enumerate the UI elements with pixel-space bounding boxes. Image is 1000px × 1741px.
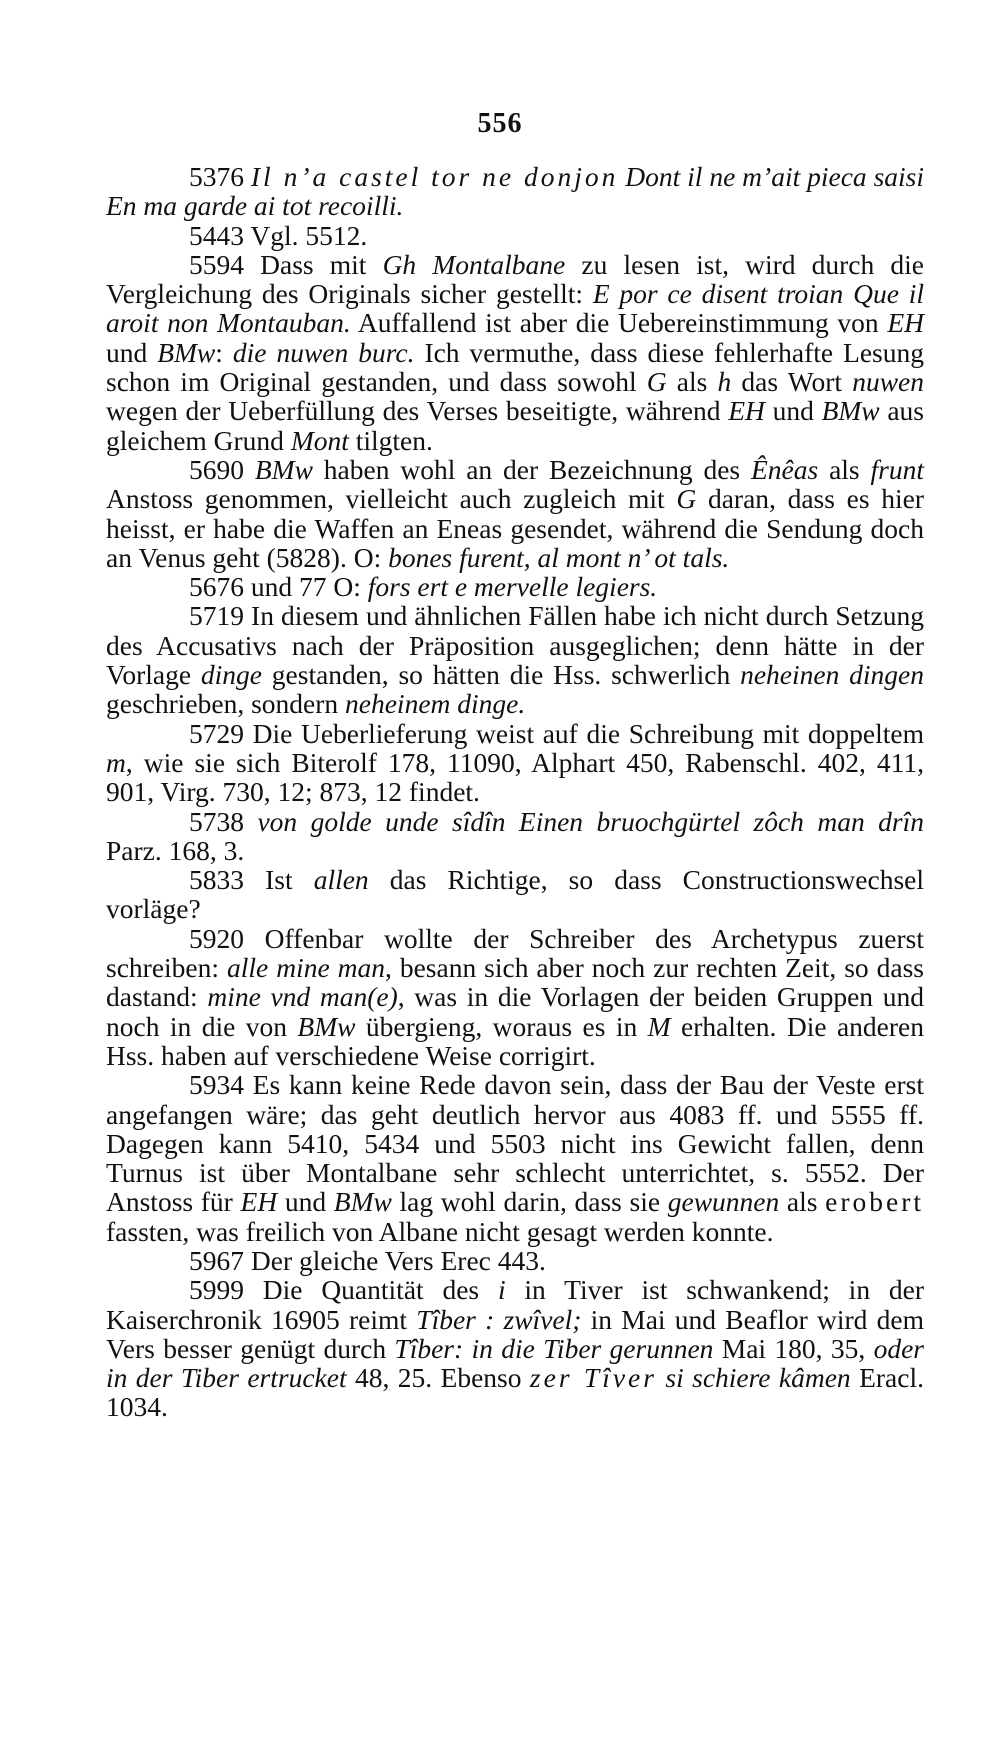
text-run: 5690: [189, 453, 255, 485]
text-run: 5934 Es kann keine Rede davon sein, dass der Bau der Veste erst angefangen wäre; das geht deutlich hervor aus 4083 ff. und 5555 ff. Dagegen kann 5410, 5434 und 5503 nicht ins Gewicht fallen, denn Turnus ist über Montalbane sehr schlecht unterrichtet, s. 5552. Der Anstoss für: [106, 1069, 924, 1218]
text-run: , was in die Vorlagen der beiden Gruppen und noch in die von: [106, 981, 924, 1042]
text-run: erobert: [825, 1186, 925, 1218]
italic-run: allen: [313, 864, 369, 896]
text-run: wegen der Ueberfüllung des Verses beseitigte, während: [106, 395, 729, 427]
note-5719: [106, 601, 924, 718]
note-5738: [106, 807, 924, 866]
italic-run: Gh Montalbane: [382, 248, 566, 280]
text-run: in Tiver ist schwankend; in der Kaiserchronik 16905 reimt: [106, 1274, 924, 1335]
italic-run: E por ce disent troian Que il aroit non Montauban.: [106, 278, 924, 339]
text-run: 5729 Die Ueberlieferung weist auf die Schreibung mit doppeltem: [189, 717, 924, 749]
italic-run: neheinen dingen: [740, 659, 924, 691]
italic-run: BMw: [821, 395, 880, 427]
text-run: aus gleichem Grund: [106, 395, 924, 456]
italic-run: Ênêas: [751, 453, 819, 485]
italic-run: BMw: [333, 1186, 392, 1218]
italic-run: EH: [728, 395, 765, 427]
text-run: 5920 Offenbar wollte der Schreiber des Archetypus zuerst schreiben:: [106, 922, 924, 984]
text-run: und: [764, 395, 822, 427]
text-run: gestanden, so hätten die Hss. schwerlich: [261, 659, 741, 691]
text-run: das Richtige, so dass Constructionswechsel vorläge?: [106, 864, 925, 925]
text-run: , wie sie sich Biterolf 178, 11090, Alphart 450, Rabenschl. 402, 411, 901, Virg. 730, 12; 873, 12 findet.: [106, 746, 924, 808]
text-run: , besann sich aber noch zur rechten Zeit, so dass dastand:: [106, 952, 925, 1013]
text-run: tilgten.: [348, 424, 433, 456]
text-run: 5594 Dass mit: [189, 248, 383, 280]
italic-run: zer Tîver: [529, 1362, 657, 1394]
text-run: als: [666, 366, 718, 398]
text-run: als: [818, 453, 871, 485]
italic-run: G: [676, 483, 697, 515]
italic-run: oder in der Tiber ertrucket: [106, 1332, 924, 1394]
note-5676: [106, 572, 924, 601]
text-run: fassten, was freilich von Albane nicht gesagt werden konnte.: [106, 1215, 774, 1247]
italic-run: si schiere kâmen: [665, 1362, 851, 1394]
text-run: lag wohl darin, dass sie: [391, 1186, 668, 1218]
italic-run: Mont: [290, 424, 349, 456]
italic-run: Dont il ne m’ait pieca saisi En ma garde ai tot recoilli.: [106, 161, 924, 222]
note-5999: [106, 1275, 924, 1421]
note-5833: [106, 865, 924, 924]
text-run: übergieng, woraus es in: [355, 1010, 648, 1042]
italic-run: EH: [887, 307, 924, 339]
note-5934: [106, 1070, 924, 1246]
text-run: 5833 Ist: [189, 864, 314, 896]
italic-run: EH: [240, 1186, 278, 1218]
italic-run: alle mine man: [226, 952, 385, 984]
text-run: daran, dass es hier heisst, er habe die Waffen an Eneas gesendet, während die Sendung doch an Venus geht (5828). O:: [106, 483, 924, 573]
text-run: 5676 und 77 O:: [189, 571, 368, 603]
italic-run: neheinem dinge.: [345, 688, 526, 720]
note-5920: [106, 924, 924, 1070]
text-run: 5443 Vgl. 5512.: [189, 219, 368, 251]
italic-run: h: [717, 366, 732, 398]
italic-run: BMw: [254, 453, 313, 485]
italic-run: fors ert e mervelle legiers.: [367, 571, 658, 603]
italic-run: Il n’a castel tor ne donjon: [250, 161, 619, 192]
italic-run: i: [497, 1274, 506, 1306]
italic-run: frunt: [870, 453, 924, 485]
text-run: 48, 25. Ebenso: [346, 1362, 530, 1394]
text-run: Mai 180, 35,: [713, 1332, 874, 1364]
italic-run: gewunnen: [667, 1186, 780, 1218]
text-run: Parz. 168, 3.: [106, 834, 245, 866]
text-run: 5738: [189, 805, 258, 837]
text-run: Ich vermuthe, dass diese fehlerhafte Lesung schon im Original gestanden, und dass sowohl: [106, 336, 924, 398]
text-run: als: [779, 1186, 826, 1218]
italic-run: M: [647, 1010, 671, 1042]
text-run: 5376: [189, 161, 251, 192]
text-run: 5719 In diesem und ähnlichen Fällen habe ich nicht durch Setzung des Accusativs nach der Präposition ausgeglichen; denn hätte in der Vorlage: [106, 600, 924, 691]
italic-run: BMw: [297, 1010, 356, 1042]
text-run: :: [215, 336, 233, 368]
italic-run: bones furent, al mont n’ ot tals.: [388, 541, 730, 573]
italic-run: nuwen: [852, 366, 924, 398]
note-5967: [106, 1246, 924, 1275]
text-run: zu lesen ist, wird durch die Vergleichung des Originals sicher gestellt:: [106, 248, 924, 310]
text-run: Eracl. 1034.: [106, 1362, 924, 1423]
text-run: haben wohl an der Bezeichnung des: [312, 453, 751, 485]
notes-body: [106, 162, 924, 1422]
italic-run: die nuwen burc.: [232, 336, 415, 368]
text-run: 5999 Die Quantität des: [189, 1274, 498, 1306]
italic-run: mine vnd man(e): [207, 981, 398, 1013]
text-run: Anstoss genommen, vielleicht auch zugleich mit: [106, 483, 677, 515]
italic-run: m: [106, 746, 126, 778]
text-run: erhalten. Die anderen Hss. haben auf verschiedene Weise corrigirt.: [106, 1010, 924, 1071]
note-5376: [106, 162, 924, 221]
text-run: Auffallend ist aber die Uebereinstimmung von: [350, 307, 888, 339]
italic-run: Tîber : zwîvel;: [416, 1303, 582, 1335]
text-run: und: [106, 336, 158, 368]
note-5594: [106, 250, 924, 455]
note-5443: [106, 221, 924, 250]
text-run: das Wort: [731, 366, 853, 398]
italic-run: G: [646, 366, 667, 398]
note-5729: [106, 719, 924, 807]
text-run: in Mai und Beaflor wird dem Vers besser genügt durch: [106, 1303, 924, 1364]
text-run: geschrieben, sondern: [106, 688, 346, 720]
note-5690: [106, 455, 924, 572]
italic-run: Tîber: in die Tiber gerunnen: [394, 1332, 714, 1364]
italic-run: von golde unde sîdîn Einen bruochgürtel zôch man drîn: [257, 805, 925, 837]
text-run: und: [277, 1186, 334, 1218]
italic-run: BMw: [157, 336, 216, 368]
text-run: 5967 Der gleiche Vers Erec 443.: [189, 1244, 546, 1276]
page-number: 556: [477, 108, 523, 139]
italic-run: dinge: [200, 659, 262, 691]
